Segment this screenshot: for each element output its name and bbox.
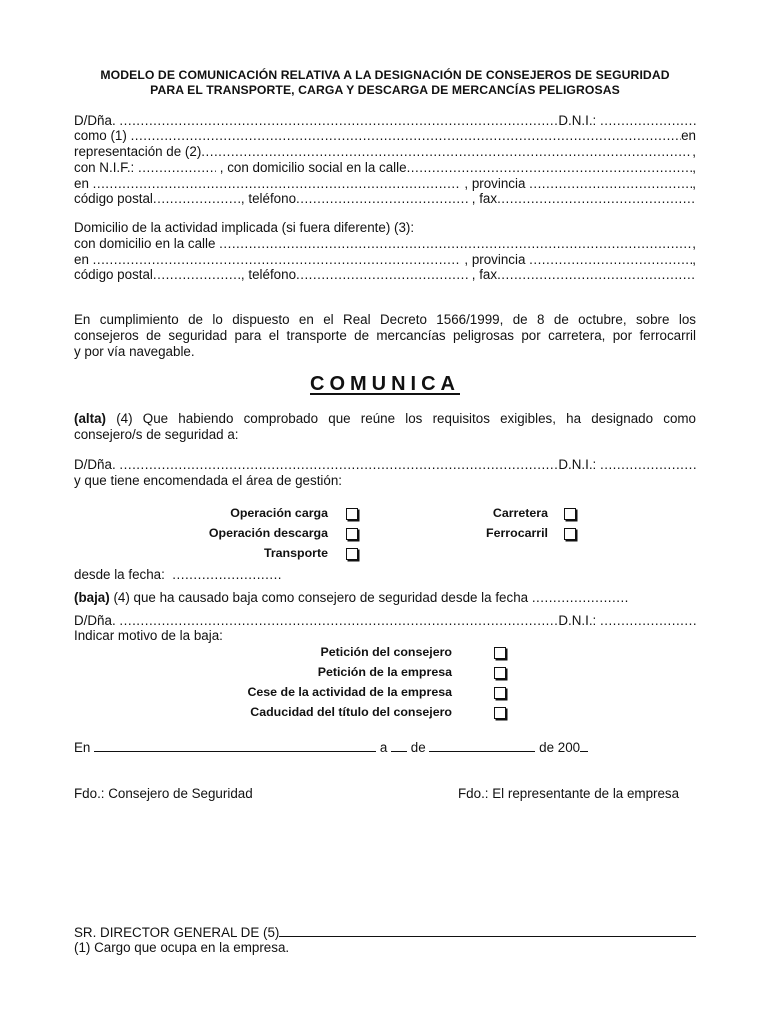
activity-province-label: , provincia: [464, 252, 526, 267]
applicant-province-label: , provincia: [464, 176, 526, 191]
activity-city-field[interactable]: [93, 252, 461, 268]
baja-line: [74, 590, 696, 606]
month-label: de: [410, 740, 426, 755]
option-ferrocarril-label: Ferrocarril: [486, 526, 548, 540]
alta-line-1: [74, 411, 696, 427]
year-field[interactable]: [580, 739, 588, 752]
applicant-dni-field[interactable]: [600, 113, 696, 129]
place-date-line: [74, 739, 696, 755]
alta-name-line: [74, 457, 696, 473]
applicant-position-field[interactable]: [131, 128, 682, 144]
option-transporte-label: Transporte: [263, 546, 328, 560]
option-operacion-carga-checkbox[interactable]: [346, 508, 358, 520]
director-line: [74, 924, 696, 940]
applicant-position-label: como (1): [74, 128, 127, 143]
alta-line-2: consejero/s de seguridad a:: [74, 427, 239, 442]
reason-caducidad-titulo-checkbox[interactable]: [494, 707, 506, 719]
baja-name-line: [74, 613, 696, 629]
baja-name-label: D/Dña.: [74, 613, 116, 628]
baja-label: (baja): [74, 590, 110, 605]
applicant-position-line: [74, 128, 696, 144]
applicant-postal-line: [74, 191, 696, 207]
applicant-company-field[interactable]: [201, 144, 692, 160]
alta-date-field[interactable]: [172, 567, 282, 583]
applicant-name-label: D/Dña.: [74, 113, 116, 128]
alta-dni-field[interactable]: [600, 457, 696, 473]
decree-paragraph: [74, 312, 696, 360]
applicant-nif-label: con N.I.F.:: [74, 160, 135, 175]
applicant-nif-field[interactable]: [138, 160, 216, 176]
activity-phone-field[interactable]: [296, 267, 468, 283]
reason-cese-actividad-label: Cese de la actividad de la empresa: [247, 685, 452, 699]
reason-peticion-empresa-label: Petición de la empresa: [317, 665, 452, 679]
applicant-fax-label: , fax: [471, 191, 498, 206]
applicant-company-label: representación de (2): [74, 144, 202, 159]
applicant-dni-label: D.N.I.:: [558, 113, 597, 128]
activity-postal-line: [74, 267, 696, 283]
option-operacion-descarga-checkbox[interactable]: [346, 528, 358, 540]
applicant-city-label: en: [74, 176, 89, 191]
alta-text-1: (4) Que habiendo comprobado que reúne los requisitos exigibles, ha designado como: [106, 411, 696, 426]
activity-city-label: en: [74, 252, 89, 267]
applicant-name-line: [74, 113, 696, 129]
applicant-en-label: en: [681, 128, 696, 143]
applicant-name-field[interactable]: [119, 113, 558, 129]
baja-name-field[interactable]: [119, 613, 558, 629]
option-transporte-checkbox[interactable]: [346, 548, 358, 560]
applicant-province-field[interactable]: [529, 176, 692, 192]
applicant-phone-field[interactable]: [296, 191, 468, 207]
year-label: de 200: [539, 740, 581, 755]
alta-date-line: [74, 567, 374, 583]
reason-caducidad-titulo-label: Caducidad del título del consejero: [250, 705, 452, 719]
signature-representante: Fdo.: El representante de la empresa: [458, 786, 680, 801]
alta-paragraph: [74, 411, 696, 443]
reason-peticion-consejero-label: Petición del consejero: [320, 645, 452, 659]
activity-phone-label: , teléfono: [240, 267, 297, 282]
reason-peticion-empresa-checkbox[interactable]: [494, 667, 506, 679]
applicant-city-line: en ..... , provincia ..... ,: [74, 176, 696, 192]
applicant-phone-label: , teléfono: [240, 191, 297, 206]
applicant-postal-label: código postal: [74, 191, 153, 206]
activity-postal-field[interactable]: [153, 267, 241, 283]
activity-street-label: con domicilio en la calle: [74, 236, 216, 251]
place-field[interactable]: [94, 739, 376, 752]
alta-dni-label: D.N.I.:: [558, 457, 597, 472]
activity-street-line: con domicilio en la calle ..... ,: [74, 236, 696, 252]
option-carretera-label: Carretera: [492, 506, 548, 520]
option-ferrocarril-checkbox[interactable]: [564, 528, 576, 540]
activity-street-field[interactable]: [219, 236, 692, 252]
activity-fax-field[interactable]: [497, 267, 696, 283]
applicant-street-field[interactable]: [407, 160, 693, 176]
applicant-company-line: representación de (2) ..... ,: [74, 144, 696, 160]
decree-line-1: En cumplimiento de lo dispuesto en el Real Decreto 1566/1999, de 8 de octubre, sobre los: [74, 312, 696, 327]
day-label: a: [379, 740, 388, 755]
comunica-heading: COMUNICA: [310, 373, 460, 395]
alta-name-label: D/Dña.: [74, 457, 116, 472]
baja-text: (4) que ha causado baja como consejero de seguridad desde la fecha: [109, 590, 529, 605]
reason-peticion-consejero-checkbox[interactable]: [494, 647, 506, 659]
alta-label: (alta): [74, 411, 106, 426]
director-label: SR. DIRECTOR GENERAL DE (5): [74, 925, 280, 940]
form-title-line-1: MODELO DE COMUNICACIÓN RELATIVA A LA DESIGNACIÓN DE CONSEJEROS DE SEGURIDAD: [100, 68, 670, 82]
option-operacion-descarga-label: Operación descarga: [208, 526, 328, 540]
option-carretera-checkbox[interactable]: [564, 508, 576, 520]
reason-cese-actividad-checkbox[interactable]: [494, 687, 506, 699]
baja-dni-label: D.N.I.:: [558, 613, 597, 628]
applicant-fax-field[interactable]: [497, 191, 696, 207]
place-label: En: [74, 740, 91, 755]
option-operacion-carga-label: Operación carga: [230, 506, 328, 520]
activity-heading: Domicilio de la actividad implicada (si fuera diferente) (3):: [74, 220, 415, 235]
baja-dni-field[interactable]: [600, 613, 696, 629]
director-field[interactable]: [279, 924, 696, 937]
baja-reason-heading: Indicar motivo de la baja:: [74, 628, 223, 643]
footnote-1: (1) Cargo que ocupa en la empresa.: [74, 940, 290, 955]
alta-area-label: y que tiene encomendada el área de gestión:: [74, 473, 343, 488]
day-field[interactable]: [391, 739, 407, 752]
alta-date-label: desde la fecha:: [74, 567, 165, 582]
decree-line-3: y por vía navegable.: [74, 344, 195, 359]
decree-line-2: consejeros de seguridad para el transporte de mercancías peligrosas por carretera, por ferrocarril: [74, 328, 696, 343]
applicant-city-field[interactable]: [93, 176, 461, 192]
applicant-street-label: , con domicilio social en la calle: [219, 160, 407, 175]
baja-date-field[interactable]: [532, 590, 628, 606]
month-field[interactable]: [429, 739, 535, 752]
activity-province-field[interactable]: [529, 252, 692, 268]
activity-postal-label: código postal: [74, 267, 153, 282]
applicant-postal-field[interactable]: [153, 191, 241, 207]
form-title-line-2: PARA EL TRANSPORTE, CARGA Y DESCARGA DE MERCANCÍAS PELIGROSAS: [150, 83, 620, 97]
applicant-nif-line: con N.I.F.: ..... , con domicilio social en la calle ..... ,: [74, 160, 696, 176]
alta-name-field[interactable]: [119, 457, 558, 473]
activity-city-line: en ..... , provincia ..... ,: [74, 252, 696, 268]
activity-fax-label: , fax: [471, 267, 498, 282]
signature-consejero: Fdo.: Consejero de Seguridad: [74, 786, 253, 801]
